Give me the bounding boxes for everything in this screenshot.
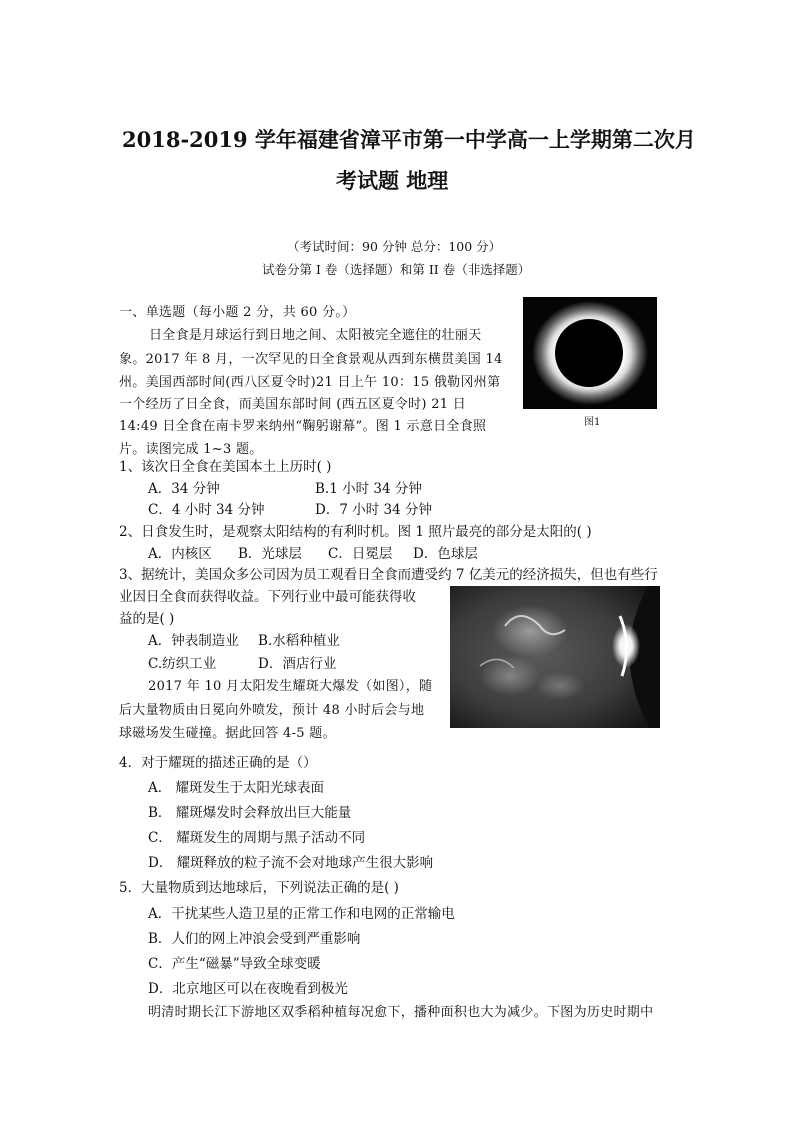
q2-option-d: D．色球层 xyxy=(413,546,478,562)
solar-eclipse-photo xyxy=(523,297,657,409)
q4-option-b: B． 耀斑爆发时会释放出巨大能量 xyxy=(148,805,352,821)
q4-option-c: C． 耀斑发生的周期与黑子活动不同 xyxy=(148,830,366,846)
passage2-line: 后大量物质由日冕向外喷发，预计 48 小时后会与地 xyxy=(119,703,425,718)
title-line-1: 2018-2019 学年福建省漳平市第一中学高一上学期第二次月 xyxy=(122,127,696,152)
passage-line: 州。美国西部时间(西八区夏令时)21 日上午 10：15 俄勒冈州第 xyxy=(119,375,501,390)
passage-line: 片。读图完成 1~3 题。 xyxy=(119,442,263,457)
passage-line: 14:49 日全食在南卡罗来纳州“鞠躬谢幕”。图 1 示意日全食照 xyxy=(119,419,487,434)
passage2-line: 球磁场发生碰撞。据此回答 4-5 题。 xyxy=(119,726,336,741)
q1-option-d: D．7 小时 34 分钟 xyxy=(315,502,432,518)
q5-option-b: B．人们的网上冲浪会受到严重影响 xyxy=(148,931,361,947)
q3-option-b: B.水稻种植业 xyxy=(258,633,340,649)
passage-line: 一个经历了日全食，而美国东部时间 (西五区夏令时) 21 日 xyxy=(119,397,467,412)
q5-option-c: C．产生“磁暴”导致全球变暖 xyxy=(148,956,321,972)
figure1-caption: 图1 xyxy=(584,417,601,428)
passage-line: 象。2017 年 8 月，一次罕见的日全食景观从西到东横贯美国 14 xyxy=(119,352,503,367)
question-1-stem: 1、该次日全食在美国本土上历时( ) xyxy=(119,459,332,475)
passage2-line: 2017 年 10 月太阳发生耀斑大爆发（如图），随 xyxy=(148,679,433,694)
passage-line: 日全食是月球运行到日地之间、太阳被完全遮住的壮丽天 xyxy=(149,328,482,343)
question-3-stem-line: 3、据统计，美国众多公司因为员工观看日全食而遭受约 7 亿美元的经济损失，但也有些行 xyxy=(119,567,658,583)
q1-option-c: C．4 小时 34 分钟 xyxy=(148,502,265,518)
q5-option-a: A．干扰某些人造卫星的正常工作和电网的正常输电 xyxy=(148,906,455,922)
question-3-stem-line: 益的是( ) xyxy=(119,611,175,627)
exam-time-score: （考试时间：90 分钟 总分：100 分） xyxy=(287,239,502,254)
q1-option-b: B.1 小时 34 分钟 xyxy=(315,481,422,497)
passage3-line: 明清时期长江下游地区双季稻种植每况愈下，播种面积也大为减少。下图为历史时期中 xyxy=(148,1005,654,1020)
q4-option-d: D． 耀斑释放的粒子流不会对地球产生很大影响 xyxy=(148,855,434,871)
q2-option-b: B．光球层 xyxy=(238,546,302,562)
title-line-2: 考试题 地理 xyxy=(336,168,449,193)
question-4-stem: 4．对于耀斑的描述正确的是（） xyxy=(119,755,317,771)
q3-option-a: A．钟表制造业 xyxy=(148,633,239,649)
q2-option-c: C．日冕层 xyxy=(328,546,393,562)
question-5-stem: 5．大量物质到达地球后，下列说法正确的是( ) xyxy=(119,880,399,896)
solar-flare-photo xyxy=(450,586,660,728)
question-2-stem: 2、日食发生时，是观察太阳结构的有利时机。图 1 照片最亮的部分是太阳的( ) xyxy=(119,524,592,540)
q5-option-d: D．北京地区可以在夜晚看到极光 xyxy=(148,981,348,997)
section-heading: 一、单选题（每小题 2 分，共 60 分。） xyxy=(119,305,356,320)
exam-volumes: 试卷分第 I 卷（选择题）和第 II 卷（非选择题） xyxy=(262,262,531,277)
question-3-stem-line: 业因日全食而获得收益。下列行业中最可能获得收 xyxy=(119,589,416,605)
q4-option-a: A． 耀斑发生于太阳光球表面 xyxy=(148,780,325,796)
q2-option-a: A．内核区 xyxy=(148,546,212,562)
q3-option-d: D．酒店行业 xyxy=(258,656,337,672)
q3-option-c: C.纺织工业 xyxy=(148,656,217,672)
q1-option-a: A．34 分钟 xyxy=(148,481,220,497)
